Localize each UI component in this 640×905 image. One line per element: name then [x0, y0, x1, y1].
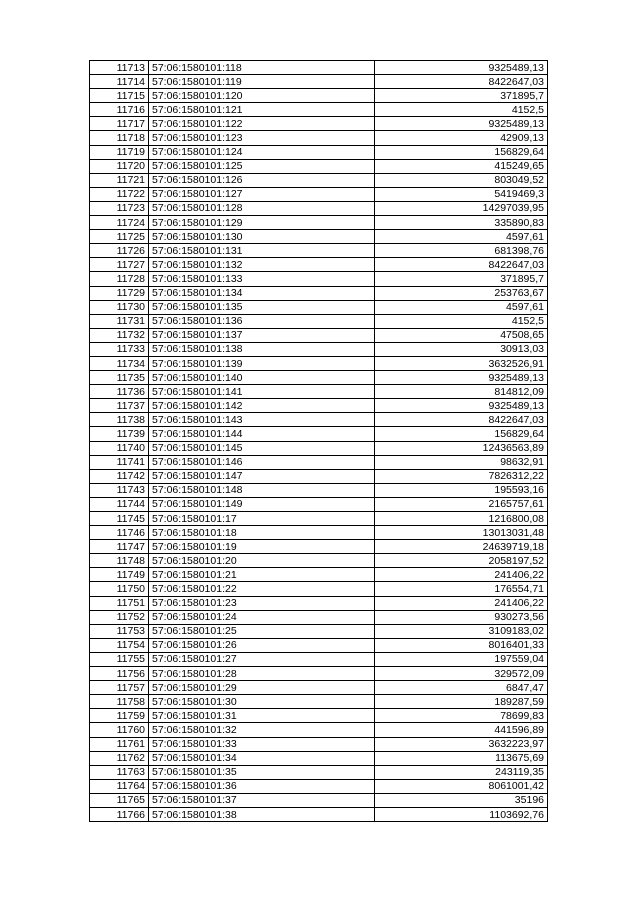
cadastral-number-cell: 57:06:1580101:19 — [149, 540, 375, 554]
row-number-cell: 11718 — [90, 131, 149, 145]
cadastral-number-cell: 57:06:1580101:21 — [149, 568, 375, 582]
row-number-cell: 11737 — [90, 399, 149, 413]
cadastral-number-cell: 57:06:1580101:38 — [149, 807, 375, 821]
cadastral-number-cell: 57:06:1580101:35 — [149, 765, 375, 779]
table-row — [90, 300, 548, 314]
table-row — [90, 793, 548, 807]
row-number-cell: 11766 — [90, 807, 149, 821]
value-cell: 241406,22 — [375, 568, 548, 582]
table-row — [90, 258, 548, 272]
cadastral-number-cell: 57:06:1580101:132 — [149, 258, 375, 272]
row-number-cell: 11758 — [90, 695, 149, 709]
table-row — [90, 751, 548, 765]
row-number-cell: 11726 — [90, 244, 149, 258]
value-cell: 113675,69 — [375, 751, 548, 765]
table-row — [90, 765, 548, 779]
cadastral-number-cell: 57:06:1580101:32 — [149, 723, 375, 737]
row-number-cell: 11750 — [90, 582, 149, 596]
table-row — [90, 469, 548, 483]
row-number-cell: 11732 — [90, 328, 149, 342]
row-number-cell: 11716 — [90, 103, 149, 117]
value-cell: 415249,65 — [375, 159, 548, 173]
table-row — [90, 314, 548, 328]
row-number-cell: 11760 — [90, 723, 149, 737]
value-cell: 8061001,42 — [375, 779, 548, 793]
table-row — [90, 328, 548, 342]
value-cell: 4152,5 — [375, 314, 548, 328]
value-cell: 2058197,52 — [375, 554, 548, 568]
table-row — [90, 652, 548, 666]
row-number-cell: 11719 — [90, 145, 149, 159]
table-row — [90, 695, 548, 709]
row-number-cell: 11742 — [90, 469, 149, 483]
row-number-cell: 11748 — [90, 554, 149, 568]
cadastral-number-cell: 57:06:1580101:124 — [149, 145, 375, 159]
table-row — [90, 526, 548, 540]
row-number-cell: 11727 — [90, 258, 149, 272]
value-cell: 681398,76 — [375, 244, 548, 258]
value-cell: 195593,16 — [375, 483, 548, 497]
row-number-cell: 11738 — [90, 413, 149, 427]
value-cell: 803049,52 — [375, 173, 548, 187]
table-row — [90, 483, 548, 497]
value-cell: 9325489,13 — [375, 61, 548, 75]
cadastral-number-cell: 57:06:1580101:137 — [149, 328, 375, 342]
cadastral-number-cell: 57:06:1580101:25 — [149, 624, 375, 638]
row-number-cell: 11714 — [90, 75, 149, 89]
table-row — [90, 568, 548, 582]
cadastral-number-cell: 57:06:1580101:18 — [149, 526, 375, 540]
row-number-cell: 11728 — [90, 272, 149, 286]
value-cell: 35196 — [375, 793, 548, 807]
value-cell: 241406,22 — [375, 596, 548, 610]
table-row — [90, 413, 548, 427]
cadastral-number-cell: 57:06:1580101:31 — [149, 709, 375, 723]
cadastral-value-table — [89, 60, 548, 822]
row-number-cell: 11722 — [90, 187, 149, 201]
table-row — [90, 737, 548, 751]
cadastral-number-cell: 57:06:1580101:131 — [149, 244, 375, 258]
row-number-cell: 11741 — [90, 455, 149, 469]
cadastral-number-cell: 57:06:1580101:28 — [149, 667, 375, 681]
table-row — [90, 638, 548, 652]
value-cell: 8422647,03 — [375, 75, 548, 89]
table-row — [90, 681, 548, 695]
row-number-cell: 11729 — [90, 286, 149, 300]
table-row — [90, 709, 548, 723]
value-cell: 441596,89 — [375, 723, 548, 737]
cadastral-number-cell: 57:06:1580101:120 — [149, 89, 375, 103]
table-row — [90, 103, 548, 117]
cadastral-number-cell: 57:06:1580101:123 — [149, 131, 375, 145]
row-number-cell: 11751 — [90, 596, 149, 610]
value-cell: 9325489,13 — [375, 371, 548, 385]
row-number-cell: 11761 — [90, 737, 149, 751]
value-cell: 2165757,61 — [375, 497, 548, 511]
row-number-cell: 11765 — [90, 793, 149, 807]
value-cell: 156829,64 — [375, 145, 548, 159]
table-row — [90, 610, 548, 624]
value-cell: 4152,5 — [375, 103, 548, 117]
value-cell: 335890,83 — [375, 216, 548, 230]
cadastral-number-cell: 57:06:1580101:142 — [149, 399, 375, 413]
row-number-cell: 11764 — [90, 779, 149, 793]
row-number-cell: 11749 — [90, 568, 149, 582]
row-number-cell: 11715 — [90, 89, 149, 103]
value-cell: 47508,65 — [375, 328, 548, 342]
cadastral-number-cell: 57:06:1580101:138 — [149, 342, 375, 356]
cadastral-number-cell: 57:06:1580101:145 — [149, 441, 375, 455]
row-number-cell: 11723 — [90, 201, 149, 215]
value-cell: 253763,67 — [375, 286, 548, 300]
value-cell: 8422647,03 — [375, 258, 548, 272]
cadastral-number-cell: 57:06:1580101:143 — [149, 413, 375, 427]
table-row — [90, 230, 548, 244]
row-number-cell: 11754 — [90, 638, 149, 652]
value-cell: 156829,64 — [375, 427, 548, 441]
table-row — [90, 145, 548, 159]
table-row — [90, 385, 548, 399]
value-cell: 9325489,13 — [375, 117, 548, 131]
cadastral-number-cell: 57:06:1580101:17 — [149, 512, 375, 526]
table-row — [90, 159, 548, 173]
value-cell: 4597,61 — [375, 230, 548, 244]
table-row — [90, 342, 548, 356]
row-number-cell: 11717 — [90, 117, 149, 131]
cadastral-number-cell: 57:06:1580101:34 — [149, 751, 375, 765]
value-cell: 13013031,48 — [375, 526, 548, 540]
value-cell: 176554,71 — [375, 582, 548, 596]
cadastral-number-cell: 57:06:1580101:37 — [149, 793, 375, 807]
value-cell: 371895,7 — [375, 89, 548, 103]
cadastral-number-cell: 57:06:1580101:24 — [149, 610, 375, 624]
cadastral-number-cell: 57:06:1580101:118 — [149, 61, 375, 75]
cadastral-number-cell: 57:06:1580101:122 — [149, 117, 375, 131]
cadastral-number-cell: 57:06:1580101:128 — [149, 201, 375, 215]
row-number-cell: 11743 — [90, 483, 149, 497]
row-number-cell: 11753 — [90, 624, 149, 638]
value-cell: 42909,13 — [375, 131, 548, 145]
value-cell: 1103692,76 — [375, 807, 548, 821]
table-row — [90, 286, 548, 300]
value-cell: 78699,83 — [375, 709, 548, 723]
cadastral-number-cell: 57:06:1580101:20 — [149, 554, 375, 568]
cadastral-number-cell: 57:06:1580101:127 — [149, 187, 375, 201]
cadastral-number-cell: 57:06:1580101:139 — [149, 356, 375, 370]
table-row — [90, 173, 548, 187]
row-number-cell: 11755 — [90, 652, 149, 666]
cadastral-number-cell: 57:06:1580101:134 — [149, 286, 375, 300]
table-row — [90, 117, 548, 131]
value-cell: 12436563,89 — [375, 441, 548, 455]
table-row — [90, 667, 548, 681]
cadastral-number-cell: 57:06:1580101:26 — [149, 638, 375, 652]
value-cell: 8422647,03 — [375, 413, 548, 427]
cadastral-number-cell: 57:06:1580101:36 — [149, 779, 375, 793]
table-row — [90, 131, 548, 145]
value-cell: 98632,91 — [375, 455, 548, 469]
value-cell: 197559,04 — [375, 652, 548, 666]
table-row — [90, 61, 548, 75]
value-cell: 6847,47 — [375, 681, 548, 695]
value-cell: 3632526,91 — [375, 356, 548, 370]
row-number-cell: 11756 — [90, 667, 149, 681]
cadastral-number-cell: 57:06:1580101:147 — [149, 469, 375, 483]
row-number-cell: 11734 — [90, 356, 149, 370]
cadastral-number-cell: 57:06:1580101:33 — [149, 737, 375, 751]
value-cell: 930273,56 — [375, 610, 548, 624]
table-row — [90, 596, 548, 610]
table-row — [90, 624, 548, 638]
cadastral-number-cell: 57:06:1580101:119 — [149, 75, 375, 89]
cadastral-number-cell: 57:06:1580101:121 — [149, 103, 375, 117]
row-number-cell: 11757 — [90, 681, 149, 695]
value-cell: 24639719,18 — [375, 540, 548, 554]
row-number-cell: 11752 — [90, 610, 149, 624]
table-row — [90, 371, 548, 385]
value-cell: 14297039,95 — [375, 201, 548, 215]
table-row — [90, 427, 548, 441]
row-number-cell: 11745 — [90, 512, 149, 526]
table-row — [90, 201, 548, 215]
row-number-cell: 11739 — [90, 427, 149, 441]
value-cell: 8016401,33 — [375, 638, 548, 652]
table-row — [90, 216, 548, 230]
row-number-cell: 11763 — [90, 765, 149, 779]
table-row — [90, 512, 548, 526]
cadastral-number-cell: 57:06:1580101:133 — [149, 272, 375, 286]
value-cell: 329572,09 — [375, 667, 548, 681]
table-row — [90, 582, 548, 596]
value-cell: 7826312,22 — [375, 469, 548, 483]
row-number-cell: 11733 — [90, 342, 149, 356]
row-number-cell: 11740 — [90, 441, 149, 455]
cadastral-number-cell: 57:06:1580101:27 — [149, 652, 375, 666]
value-cell: 371895,7 — [375, 272, 548, 286]
row-number-cell: 11746 — [90, 526, 149, 540]
value-cell: 3109183,02 — [375, 624, 548, 638]
row-number-cell: 11730 — [90, 300, 149, 314]
cadastral-number-cell: 57:06:1580101:30 — [149, 695, 375, 709]
row-number-cell: 11759 — [90, 709, 149, 723]
cadastral-number-cell: 57:06:1580101:29 — [149, 681, 375, 695]
cadastral-number-cell: 57:06:1580101:148 — [149, 483, 375, 497]
document-table-container — [89, 60, 548, 822]
cadastral-number-cell: 57:06:1580101:136 — [149, 314, 375, 328]
cadastral-number-cell: 57:06:1580101:23 — [149, 596, 375, 610]
row-number-cell: 11721 — [90, 173, 149, 187]
cadastral-number-cell: 57:06:1580101:140 — [149, 371, 375, 385]
value-cell: 9325489,13 — [375, 399, 548, 413]
table-row — [90, 497, 548, 511]
table-row — [90, 540, 548, 554]
value-cell: 3632223,97 — [375, 737, 548, 751]
value-cell: 30913,03 — [375, 342, 548, 356]
cadastral-number-cell: 57:06:1580101:144 — [149, 427, 375, 441]
row-number-cell: 11720 — [90, 159, 149, 173]
row-number-cell: 11762 — [90, 751, 149, 765]
table-row — [90, 399, 548, 413]
row-number-cell: 11736 — [90, 385, 149, 399]
cadastral-number-cell: 57:06:1580101:125 — [149, 159, 375, 173]
value-cell: 1216800,08 — [375, 512, 548, 526]
table-row — [90, 441, 548, 455]
table-row — [90, 89, 548, 103]
table-row — [90, 244, 548, 258]
cadastral-number-cell: 57:06:1580101:22 — [149, 582, 375, 596]
cadastral-number-cell: 57:06:1580101:146 — [149, 455, 375, 469]
row-number-cell: 11744 — [90, 497, 149, 511]
value-cell: 189287,59 — [375, 695, 548, 709]
table-row — [90, 356, 548, 370]
table-row — [90, 75, 548, 89]
cadastral-number-cell: 57:06:1580101:135 — [149, 300, 375, 314]
table-row — [90, 187, 548, 201]
table-row — [90, 554, 548, 568]
cadastral-number-cell: 57:06:1580101:129 — [149, 216, 375, 230]
row-number-cell: 11747 — [90, 540, 149, 554]
row-number-cell: 11731 — [90, 314, 149, 328]
row-number-cell: 11735 — [90, 371, 149, 385]
value-cell: 4597,61 — [375, 300, 548, 314]
cadastral-number-cell: 57:06:1580101:141 — [149, 385, 375, 399]
table-row — [90, 272, 548, 286]
value-cell: 814812,09 — [375, 385, 548, 399]
cadastral-number-cell: 57:06:1580101:126 — [149, 173, 375, 187]
table-row — [90, 807, 548, 821]
cadastral-number-cell: 57:06:1580101:130 — [149, 230, 375, 244]
table-row — [90, 723, 548, 737]
value-cell: 5419469,3 — [375, 187, 548, 201]
value-cell: 243119,35 — [375, 765, 548, 779]
row-number-cell: 11725 — [90, 230, 149, 244]
table-row — [90, 779, 548, 793]
table-row — [90, 455, 548, 469]
cadastral-number-cell: 57:06:1580101:149 — [149, 497, 375, 511]
row-number-cell: 11724 — [90, 216, 149, 230]
row-number-cell: 11713 — [90, 61, 149, 75]
table-body — [90, 61, 548, 822]
